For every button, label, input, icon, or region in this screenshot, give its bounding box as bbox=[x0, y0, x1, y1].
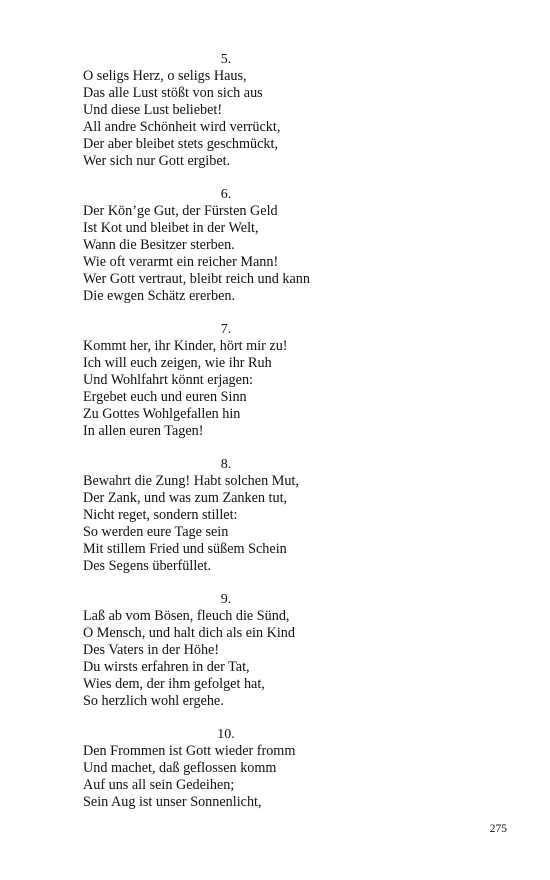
verse-line: O seligs Herz, o seligs Haus, bbox=[83, 68, 247, 84]
stanza-number: 10. bbox=[217, 727, 235, 742]
stanza-6 bbox=[83, 186, 483, 305]
page-number: 275 bbox=[489, 823, 507, 835]
verse-line: Ist Kot und bleibet in der Welt, bbox=[83, 220, 259, 236]
verse-line: Du wirsts erfahren in der Tat, bbox=[83, 659, 250, 675]
verse-line: Nicht reget, sondern stillet: bbox=[83, 507, 238, 523]
stanza-8 bbox=[83, 456, 483, 575]
verse-line: Der Kön’ge Gut, der Fürsten Geld bbox=[83, 203, 278, 219]
stanza-10 bbox=[83, 726, 483, 811]
verse-line: Den Frommen ist Gott wieder fromm bbox=[83, 743, 296, 759]
stanza-number: 8. bbox=[220, 457, 232, 472]
stanza-number: 6. bbox=[220, 187, 232, 202]
stanza-number: 5. bbox=[220, 52, 232, 67]
stanza-9 bbox=[83, 591, 483, 710]
verse-line: Kommt her, ihr Kinder, hört mir zu! bbox=[83, 338, 288, 354]
verse-line: Wer sich nur Gott ergibet. bbox=[83, 153, 231, 169]
verse-line: Wie oft verarmt ein reicher Mann! bbox=[83, 254, 279, 270]
verse-line: Die ewgen Schätz ererben. bbox=[83, 288, 236, 304]
stanza-7 bbox=[83, 321, 483, 440]
verse-line: Zu Gottes Wohlgefallen hin bbox=[83, 406, 241, 422]
verse-line: Ich will euch zeigen, wie ihr Ruh bbox=[83, 355, 272, 371]
verse-line: Und Wohlfahrt könnt erjagen: bbox=[83, 372, 253, 388]
verse-line: All andre Schönheit wird verrückt, bbox=[83, 119, 281, 135]
verse-line: Wer Gott vertraut, bleibt reich und kann bbox=[83, 271, 310, 287]
verse-line: Ergebet euch und euren Sinn bbox=[83, 389, 247, 405]
verse-line: Und machet, daß geflossen komm bbox=[83, 760, 277, 776]
verse-line: Laß ab vom Bösen, fleuch die Sünd, bbox=[83, 608, 290, 624]
verse-line: So werden eure Tage sein bbox=[83, 524, 229, 540]
verse-line: Des Vaters in der Höhe! bbox=[83, 642, 220, 658]
verse-line: O Mensch, und halt dich als ein Kind bbox=[83, 625, 295, 641]
verse-line: Wann die Besitzer sterben. bbox=[83, 237, 235, 253]
verse-line: Auf uns all sein Gedeihen; bbox=[83, 777, 235, 793]
verse-line: Der Zank, und was zum Zanken tut, bbox=[83, 490, 288, 506]
verse-line: In allen euren Tagen! bbox=[83, 423, 204, 439]
verse-line: Und diese Lust beliebet! bbox=[83, 102, 223, 118]
verse-line: Das alle Lust stößt von sich aus bbox=[83, 85, 263, 101]
stanza-number: 9. bbox=[220, 592, 232, 607]
poem bbox=[83, 51, 483, 827]
verse-line: Sein Aug ist unser Sonnenlicht, bbox=[83, 794, 262, 810]
verse-line: Mit stillem Fried und süßem Schein bbox=[83, 541, 287, 557]
stanza-5 bbox=[83, 51, 483, 170]
verse-line: Der aber bleibet stets geschmückt, bbox=[83, 136, 279, 152]
stanza-number: 7. bbox=[220, 322, 232, 337]
verse-line: Wies dem, der ihm gefolget hat, bbox=[83, 676, 265, 692]
verse-line: Des Segens überfüllet. bbox=[83, 558, 212, 574]
verse-line: So herzlich wohl ergehe. bbox=[83, 693, 224, 709]
verse-line: Bewahrt die Zung! Habt solchen Mut, bbox=[83, 473, 299, 489]
